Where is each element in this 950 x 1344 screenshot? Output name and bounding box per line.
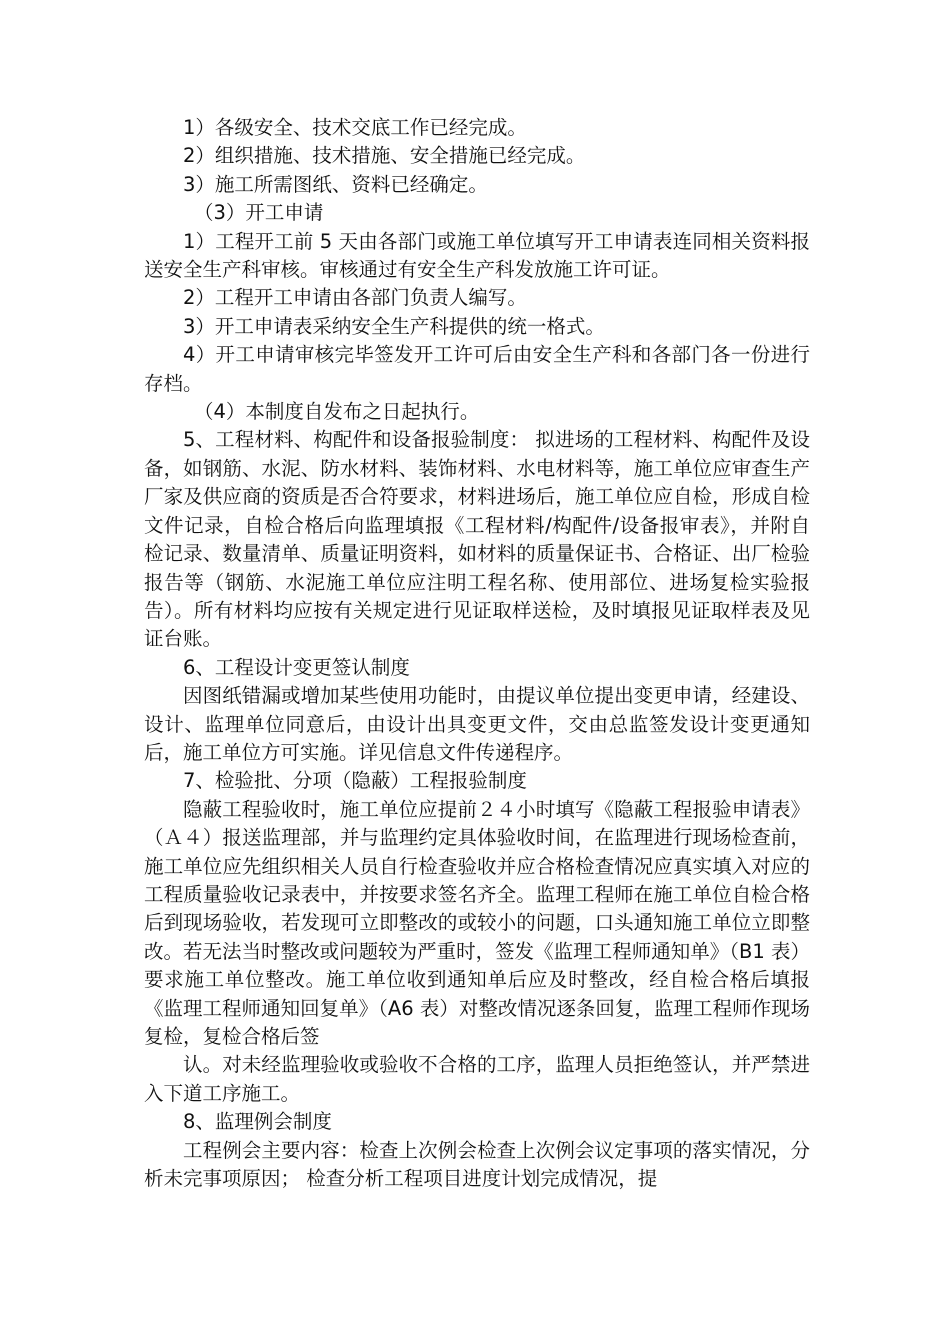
section-heading-meeting: 8、监理例会制度 [183,1110,332,1134]
paragraph-meeting: 工程例会主要内容：检查上次例会检查上次例会议定事项的落实情况，分析未完事项原因； 检查分析工程项目进度计划完成情况，提 [144,1138,810,1191]
list-item-start-3: 3）开工申请表采纳安全生产科提供的统一格式。 [183,314,605,338]
paragraph-concealed-work: 隐蔽工程验收时，施工单位应提前２４小时填写《隐蔽工程报验申请表》（Ａ４）报送监理部，并与监理约定具体验收时间，在监理进行现场检查前，施工单位应先组织相关人员自行检查验收并应合格检查情况应真实填入对应的工程质量验收记录表中，并按要求签名齐全。监理工程师在施工单位自检合格后到现场验收，若发现可立即整改的或较小的问题，口头通知施工单位立即整改。若无法当时整改或问题较为严重时，签发《监理工程师通知单》（B1 表）要求施工单位整改。施工单位收到通知单后应及时整改，经自检合格后填报《监理工程师通知回复单》（A6 表）对整改情况逐条回复，监理工程师作现场复检，复检合格后签 [144,797,810,1048]
document-page [144,114,810,1193]
list-item-1: 1）各级安全、技术交底工作已经完成。 [183,116,527,139]
list-item-start-4: 4）开工申请审核完毕签发开工许可后由安全生产科和各部门各一份进行存档。 [144,343,810,395]
paragraph-concealed-work-cont: 认。对未经监理验收或验收不合格的工序，监理人员拒绝签认，并严禁进入下道工序施工。 [144,1053,810,1105]
paragraph-material-inspection: 5、工程材料、构配件和设备报验制度： 拟进场的工程材料、构配件及设备，如钢筋、水泥、防水材料、装饰材料、水电材料等，施工单位应审查生产厂家及供应商的资质是否合符要求，材料进场后，施工单位应自检，形成自检文件记录，自检合格后向监理填报《工程材料/构配件/设备报审表》，并附自检记录、数量清单、质量证明资料，如材料的质量保证书、合格证、出厂检验报告等（钢筋、水泥施工单位应注明工程名称、使用部位、进场复检实验报告）。所有材料均应按有关规定进行见证取样送检，及时填报见证取样表及见证台账。 [144,428,810,651]
list-item-start-1: 1）工程开工前 5 天由各部门或施工单位填写开工申请表连同相关资料报送安全生产科审核。审核通过有安全生产科发放施工许可证。 [144,229,810,282]
list-item-start-2: 2）工程开工申请由各部门负责人编写。 [183,286,527,310]
section-heading-inspection-lot: 7、检验批、分项（隐蔽）工程报验制度 [183,769,527,793]
list-item-3: 3）施工所需图纸、资料已经确定。 [183,172,488,196]
section-heading-start-application: （3）开工申请 [194,201,324,225]
list-item-2: 2）组织措施、技术措施、安全措施已经完成。 [183,144,586,168]
section-heading-effective: （4）本制度自发布之日起执行。 [194,400,480,424]
section-heading-design-change: 6、工程设计变更签认制度 [183,655,410,679]
paragraph-design-change: 因图纸错漏或增加某些使用功能时，由提议单位提出变更申请，经建设、设计、监理单位同意后，由设计出具变更文件，交由总监签发设计变更通知后，施工单位方可实施。详见信息文件传递程序。 [144,684,810,764]
